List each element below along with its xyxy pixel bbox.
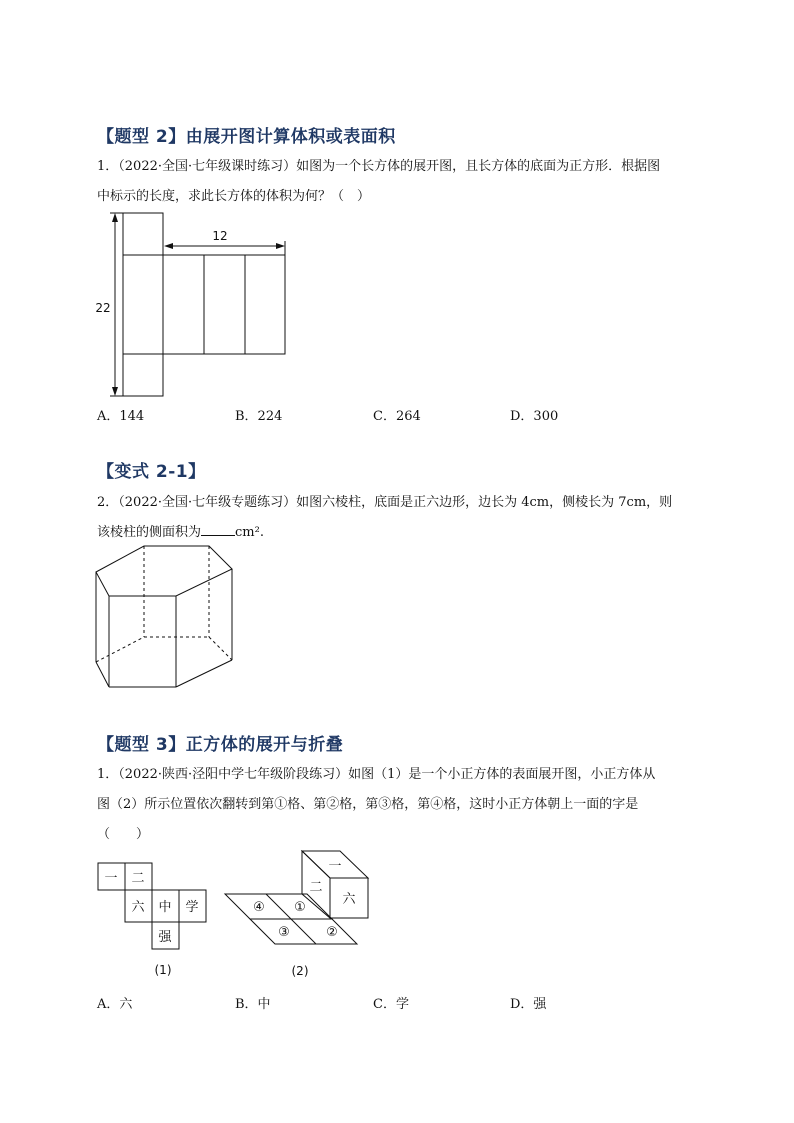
cell-1: ① (294, 900, 306, 915)
option-c-2[interactable]: C．学 (373, 997, 409, 1012)
option-b-2[interactable]: B．中 (235, 997, 271, 1012)
net-face-liu: 六 (131, 900, 145, 915)
cuboid-net-figure (90, 208, 295, 400)
net-face-yi: 一 (104, 871, 118, 886)
net-face-qiang: 强 (158, 930, 172, 945)
question-3-line2: 图（2）所示位置依次翻转到第①格、第②格，第③格，第④格，这时小正方体朝上一面的字是 (97, 797, 639, 812)
question-2-text (97, 488, 707, 548)
section-heading-variant2-1: 【变式 2-1】 (97, 462, 206, 482)
question-1-text (97, 152, 707, 212)
cube-right-char: 六 (342, 892, 356, 907)
prism-hidden-edges (96, 546, 232, 662)
question-1-line1: 1．（2022·全国·七年级课时练习）如图为一个长方体的展开图，且长方体的底面为正方形．根据图 (97, 159, 661, 174)
section-heading-type2: 【题型 2】由展开图计算体积或表面积 (97, 127, 396, 147)
net-face-er: 二 (131, 871, 145, 886)
cube-top-char: 一 (328, 859, 342, 874)
answer-blank[interactable] (201, 523, 235, 536)
question-2-unit: cm². (235, 525, 264, 540)
figure-2-label: (2) (291, 964, 309, 978)
hexagonal-prism-figure (92, 540, 237, 692)
prism-top-face (96, 546, 232, 596)
dim-label-22: 22 (95, 301, 111, 315)
cube-roll-figure (222, 848, 372, 983)
option-a[interactable]: A．144 (97, 409, 145, 424)
option-b[interactable]: B．224 (235, 409, 283, 424)
question-3-line1: 1．（2022·陕西·泾阳中学七年级阶段练习）如图（1）是一个小正方体的表面展开图，小正方体从 (97, 767, 656, 782)
option-d[interactable]: D．300 (510, 409, 559, 424)
option-c[interactable]: C．264 (373, 409, 421, 424)
net-face-xue: 学 (185, 900, 199, 915)
question-2-line2-text: 该棱柱的侧面积为 (97, 525, 202, 540)
net-center-column (123, 213, 163, 396)
cube-front-char: 二 (309, 880, 323, 895)
net-face-zhong: 中 (158, 900, 172, 915)
dim-label-12: 12 (212, 229, 228, 243)
option-d-2[interactable]: D．强 (510, 997, 547, 1012)
cell-4: ④ (253, 900, 265, 915)
question-3-text (97, 760, 707, 850)
question-1-line2: 中标示的长度，求此长方体的体积为何？（ ） (97, 189, 371, 204)
cube-net-figure (95, 857, 210, 982)
section-heading-type3: 【题型 3】正方体的展开与折叠 (97, 735, 344, 755)
cell-3: ③ (278, 925, 290, 940)
option-a-2[interactable]: A．六 (97, 997, 133, 1012)
question-3-line3: （ ） (97, 827, 150, 842)
figure-1-label: (1) (154, 963, 172, 977)
cell-2: ② (326, 925, 338, 940)
question-2-line1: 2．（2022·全国·七年级专题练习）如图六棱柱，底面是正六边形，边长为 4cm，侧棱长为 7cm，则 (97, 495, 673, 510)
